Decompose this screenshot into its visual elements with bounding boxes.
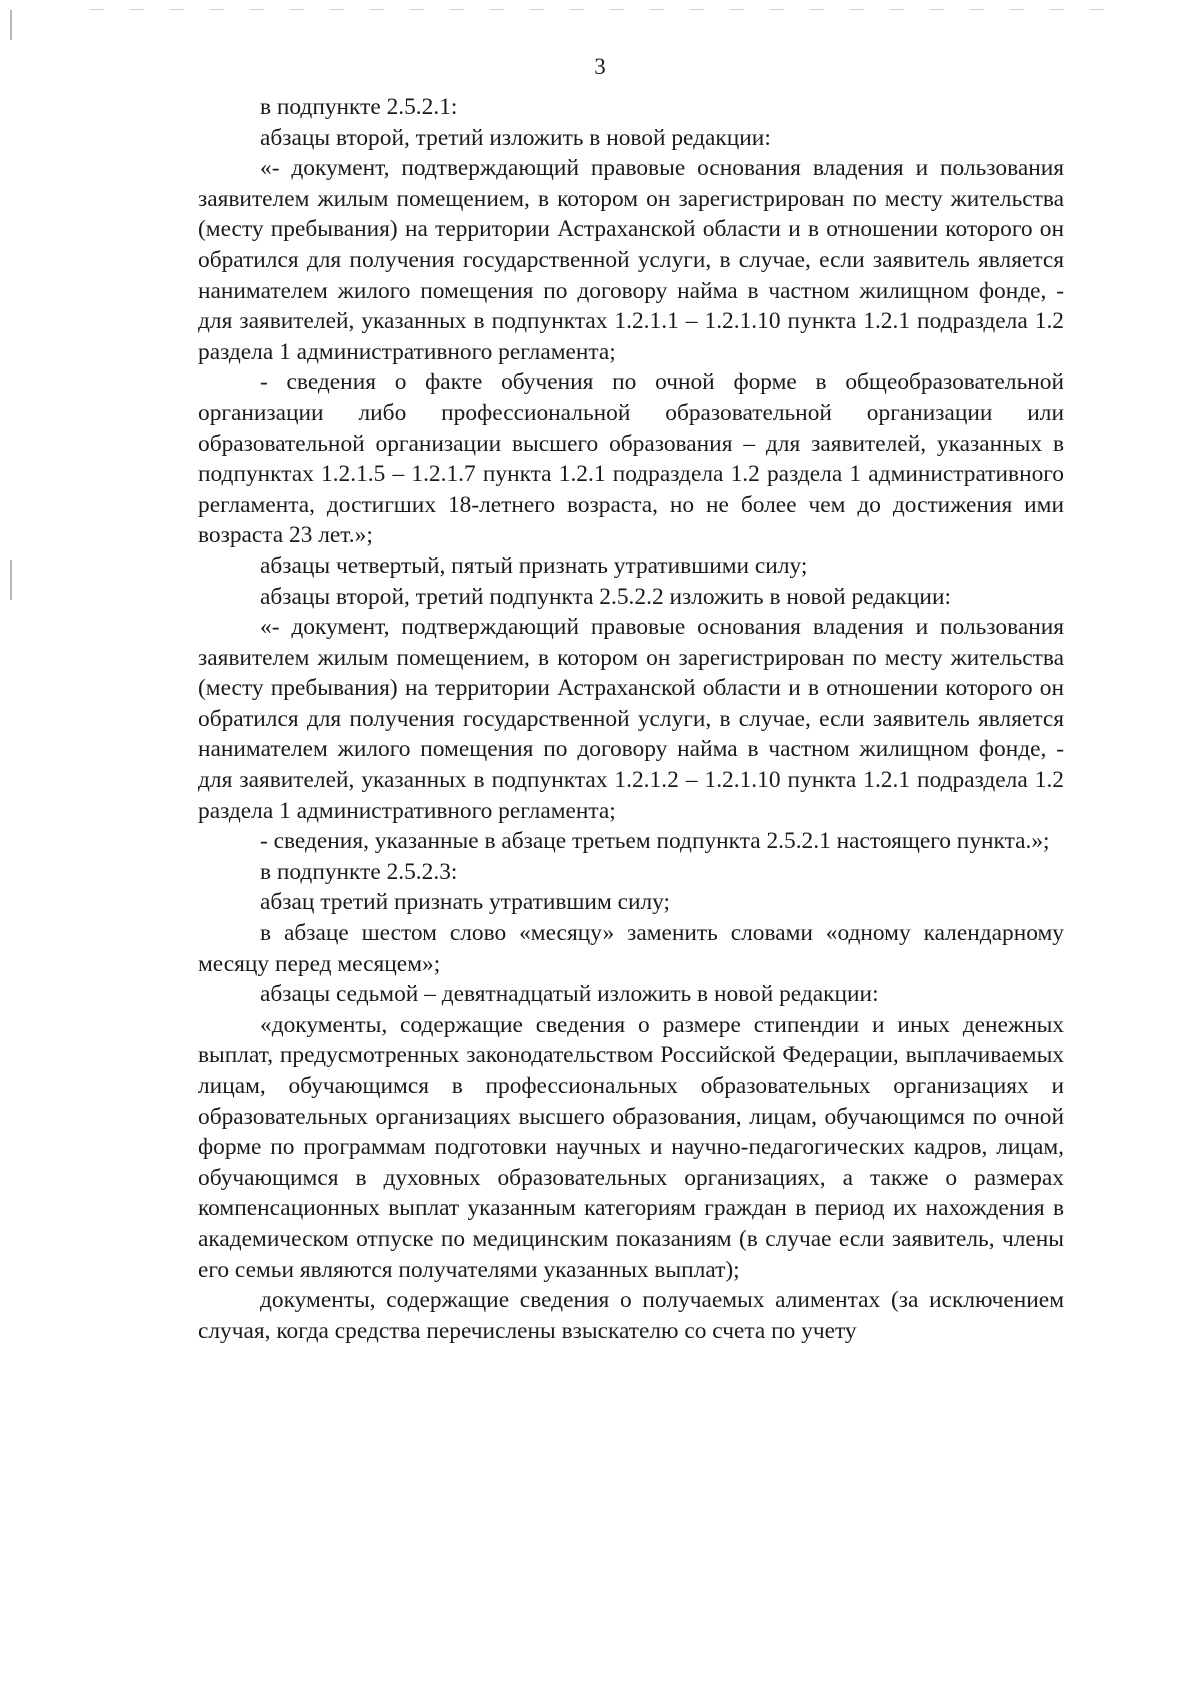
paragraph: абзац третий признать утратившим силу;: [260, 889, 671, 916]
paragraph: «- документ, подтверждающий правовые основания владения и пользования заявителем жилым помещением, в котором он зарегистрирован по месту жительства (месту пребывания) на территории Астраханской области и в отношении которого он обратился для получения государственной услуги, в случае, если заявитель является нанимателем жилого помещения по договору найма в частном жилищном фонде, - для заявителей, указанных в подпунктах 1.2.1.1 – 1.2.1.10 пункта 1.2.1 подраздела 1.2 раздела 1 административного регламента;: [198, 155, 1064, 365]
paragraph: абзацы второй, третий подпункта 2.5.2.2 изложить в новой редакции:: [260, 583, 951, 610]
paragraph: абзацы седьмой – девятнадцатый изложить в новой редакции:: [260, 981, 879, 1008]
paragraph: абзацы четвертый, пятый признать утратившими силу;: [260, 552, 808, 579]
scan-top-edge: [90, 9, 1120, 10]
paragraph: «- документ, подтверждающий правовые основания владения и пользования заявителем жилым помещением, в котором он зарегистрирован по месту жительства (месту пребывания) на территории Астраханской области и в отношении которого он обратился для получения государственной услуги, в случае, если заявитель является нанимателем жилого помещения по договору найма в частном жилищном фонде, - для заявителей, указанных в подпунктах 1.2.1.2 – 1.2.1.10 пункта 1.2.1 подраздела 1.2 раздела 1 административного регламента;: [198, 614, 1064, 824]
paragraph: «документы, содержащие сведения о размере стипендии и иных денежных выплат, предусмотренных законодательством Российской Федерации, выплачиваемых лицам, обучающимся в профессиональных образовательных организациях и образовательных организациях высшего образования, лицам, обучающимся по очной форме по программам подготовки научных и научно-педагогических кадров, лицам, обучающимся в духовных образовательных организациях, а также о размерах компенсационных выплат указанным категориям граждан в период их нахождения в академическом отпуске по медицинским показаниям (в случае если заявитель, члены его семьи являются получателями указанных выплат);: [198, 1011, 1064, 1283]
scan-left-edge-mark: [10, 560, 12, 600]
page-number: 3: [594, 54, 606, 79]
document-body: [198, 92, 1064, 1346]
paragraph: в подпункте 2.5.2.1:: [260, 94, 458, 120]
paragraph: - сведения о факте обучения по очной форме в общеобразовательной организации либо профессиональной образовательной организации или образовательной организации высшего образования – для заявителей, указанных в подпунктах 1.2.1.5 – 1.2.1.7 пункта 1.2.1 подраздела 1.2 раздела 1 административного регламента, достигших 18-летнего возраста, но не более чем до достижения ими возраста 23 лет.»;: [198, 369, 1064, 549]
paragraph: в подпункте 2.5.2.3:: [260, 858, 458, 885]
scan-left-edge-mark: [10, 10, 12, 40]
paragraph: - сведения, указанные в абзаце третьем подпункта 2.5.2.1 настоящего пункта.»;: [260, 828, 1050, 855]
paragraph: абзацы второй, третий изложить в новой редакции:: [260, 124, 771, 151]
paragraph: документы, содержащие сведения о получаемых алиментах (за исключением случая, когда средства перечислены взыскателю со счета по учету: [198, 1287, 1064, 1344]
paragraph: в абзаце шестом слово «месяцу» заменить словами «одному календарному месяцу перед месяцем»;: [198, 920, 1064, 977]
